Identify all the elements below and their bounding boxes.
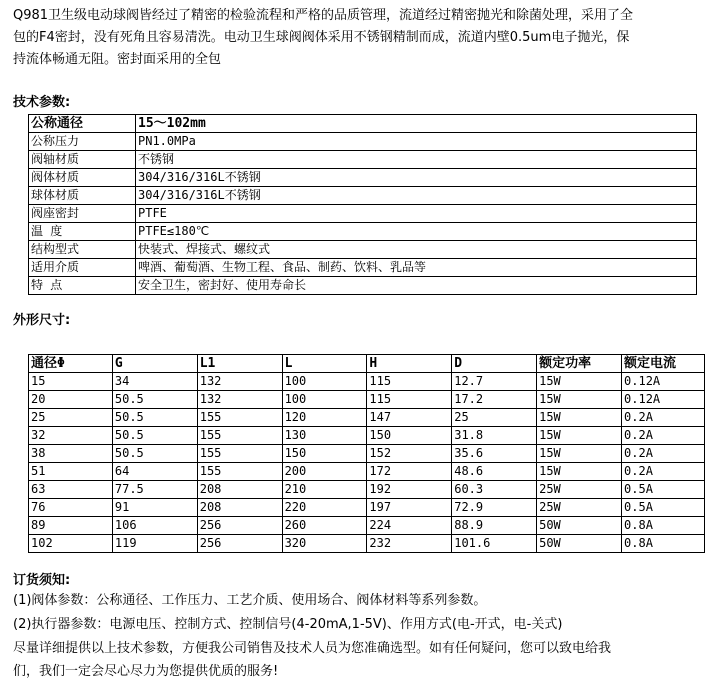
spec-value-cell: 快装式、焊接式、螺纹式 [136,241,697,259]
spec-param-cell: 球体材质 [29,187,136,205]
spec-value-cell: 安全卫生，密封好、使用寿命长 [136,277,697,295]
order-note: (1)阀体参数：公称通径、工作压力、工艺介质、使用场合、阀体材料等系列参数。 [13,593,487,608]
dims-cell: 50W [537,517,622,535]
dims-cell: 72.9 [452,499,537,517]
dims-cell: 147 [367,409,452,427]
dims-cell: 51 [29,463,113,481]
spec-value-cell: PTFE≤180℃ [136,223,697,241]
dims-row [29,391,705,409]
spec-value-cell: 304/316/316L不锈钢 [136,187,697,205]
dims-cell: 155 [197,409,282,427]
spec-param-cell: 阀轴材质 [29,151,136,169]
dims-cell: 224 [367,517,452,535]
dims-cell: 25 [452,409,537,427]
dims-cell: 100 [282,391,367,409]
spec-param-cell: 结构型式 [29,241,136,259]
dims-header-cell: L [282,355,367,373]
dims-cell: 130 [282,427,367,445]
dims-cell: 0.2A [622,409,705,427]
dims-cell: 25 [29,409,113,427]
spec-row [29,115,697,133]
dims-cell: 50.5 [112,427,197,445]
dims-cell: 172 [367,463,452,481]
dims-cell: 100 [282,373,367,391]
spec-param-cell: 公称压力 [29,133,136,151]
dims-row [29,535,705,553]
spec-row [29,151,697,169]
dims-row [29,409,705,427]
dims-cell: 12.7 [452,373,537,391]
spec-row [29,259,697,277]
dims-cell: 15W [537,373,622,391]
dims-row [29,427,705,445]
dims-row [29,517,705,535]
dims-cell: 50W [537,535,622,553]
dims-cell: 48.6 [452,463,537,481]
dims-cell: 50.5 [112,445,197,463]
dims-cell: 34 [112,373,197,391]
spec-row [29,169,697,187]
dims-heading: 外形尺寸: [13,313,71,328]
dims-cell: 50.5 [112,391,197,409]
dims-header-cell: H [367,355,452,373]
spec-param-cell: 阀体材质 [29,169,136,187]
dims-cell: 15W [537,427,622,445]
spec-param-cell: 公称通径 [29,115,136,133]
dims-cell: 0.12A [622,373,705,391]
dims-cell: 76 [29,499,113,517]
dims-cell: 15W [537,463,622,481]
dims-cell: 35.6 [452,445,537,463]
dims-cell: 260 [282,517,367,535]
dims-cell: 20 [29,391,113,409]
dims-cell: 64 [112,463,197,481]
dims-cell: 150 [282,445,367,463]
order-note: (2)执行器参数：电源电压、控制方式、控制信号(4-20mA,1-5V)、作用方式(电-开式，电-关式) [13,617,563,632]
spec-table [28,114,697,295]
dims-cell: 320 [282,535,367,553]
order-heading: 订货须知: [13,573,71,588]
dims-cell: 15 [29,373,113,391]
intro-line: Q981卫生级电动球阀皆经过了精密的检验流程和严格的品质管理，流道经过精密抛光和除菌处理，采用了全 [13,8,634,23]
spec-value-cell: 啤酒、葡萄酒、生物工程、食品、制药、饮料、乳品等 [136,259,697,277]
dims-cell: 132 [197,391,282,409]
spec-row [29,133,697,151]
dims-cell: 0.12A [622,391,705,409]
spec-heading: 技术参数: [13,95,71,110]
dims-cell: 89 [29,517,113,535]
dims-header-cell: G [112,355,197,373]
dims-row [29,481,705,499]
order-note: 尽量详细提供以上技术参数，方便我公司销售及技术人员为您准确选型。如有任何疑问，您可以致电给我 [13,641,612,656]
dims-cell: 0.2A [622,445,705,463]
dims-cell: 0.8A [622,535,705,553]
spec-param-cell: 温 度 [29,223,136,241]
spec-value-cell: PN1.0MPa [136,133,697,151]
dims-row [29,463,705,481]
dims-cell: 38 [29,445,113,463]
dims-cell: 120 [282,409,367,427]
dims-header-row [29,355,705,373]
dims-cell: 0.2A [622,427,705,445]
dims-cell: 25W [537,499,622,517]
dims-cell: 155 [197,427,282,445]
dims-cell: 60.3 [452,481,537,499]
dims-header-cell: L1 [197,355,282,373]
dims-cell: 152 [367,445,452,463]
dims-row [29,499,705,517]
dims-cell: 101.6 [452,535,537,553]
dims-cell: 88.9 [452,517,537,535]
dims-cell: 31.8 [452,427,537,445]
spec-param-cell: 阀座密封 [29,205,136,223]
spec-param-cell: 特 点 [29,277,136,295]
dims-cell: 50.5 [112,409,197,427]
dims-cell: 91 [112,499,197,517]
dims-cell: 0.8A [622,517,705,535]
spec-row [29,241,697,259]
spec-value-cell: PTFE [136,205,697,223]
dims-cell: 132 [197,373,282,391]
dims-row [29,445,705,463]
order-note: 们，我们一定会尽心尽力为您提供优质的服务! [13,664,279,679]
spec-value-cell: 304/316/316L不锈钢 [136,169,697,187]
dims-cell: 200 [282,463,367,481]
dims-cell: 32 [29,427,113,445]
dims-cell: 102 [29,535,113,553]
dims-cell: 77.5 [112,481,197,499]
dims-cell: 106 [112,517,197,535]
dims-cell: 192 [367,481,452,499]
dims-cell: 15W [537,445,622,463]
dims-cell: 155 [197,445,282,463]
spec-row [29,277,697,295]
dims-cell: 155 [197,463,282,481]
spec-value-cell: 不锈钢 [136,151,697,169]
dims-cell: 63 [29,481,113,499]
dims-header-cell: 额定电流 [622,355,705,373]
dims-cell: 232 [367,535,452,553]
spec-param-cell: 适用介质 [29,259,136,277]
intro-line: 包的F4密封，没有死角且容易清洗。电动卫生球阀阀体采用不锈钢精制而成，流道内壁0.5um电子抛光，保 [13,30,630,45]
dims-cell: 208 [197,499,282,517]
dims-header-cell: 额定功率 [537,355,622,373]
spec-value-cell: 15～102mm [136,115,697,133]
dims-cell: 256 [197,517,282,535]
dims-cell: 115 [367,391,452,409]
dims-cell: 0.5A [622,499,705,517]
dims-cell: 115 [367,373,452,391]
dims-cell: 210 [282,481,367,499]
dims-header-cell: D [452,355,537,373]
dims-cell: 17.2 [452,391,537,409]
dims-cell: 0.5A [622,481,705,499]
dims-cell: 15W [537,409,622,427]
dims-cell: 0.2A [622,463,705,481]
dims-cell: 15W [537,391,622,409]
spec-row [29,187,697,205]
spec-row [29,205,697,223]
dims-header-cell: 通径Φ [29,355,113,373]
dims-cell: 25W [537,481,622,499]
dims-row [29,373,705,391]
dims-cell: 119 [112,535,197,553]
dims-cell: 150 [367,427,452,445]
intro-line: 持流体畅通无阻。密封面采用的全包 [13,52,222,67]
intro-paragraph [13,5,703,71]
dims-cell: 208 [197,481,282,499]
dims-cell: 220 [282,499,367,517]
dims-table [28,354,705,553]
dims-cell: 256 [197,535,282,553]
spec-row [29,223,697,241]
dims-cell: 197 [367,499,452,517]
